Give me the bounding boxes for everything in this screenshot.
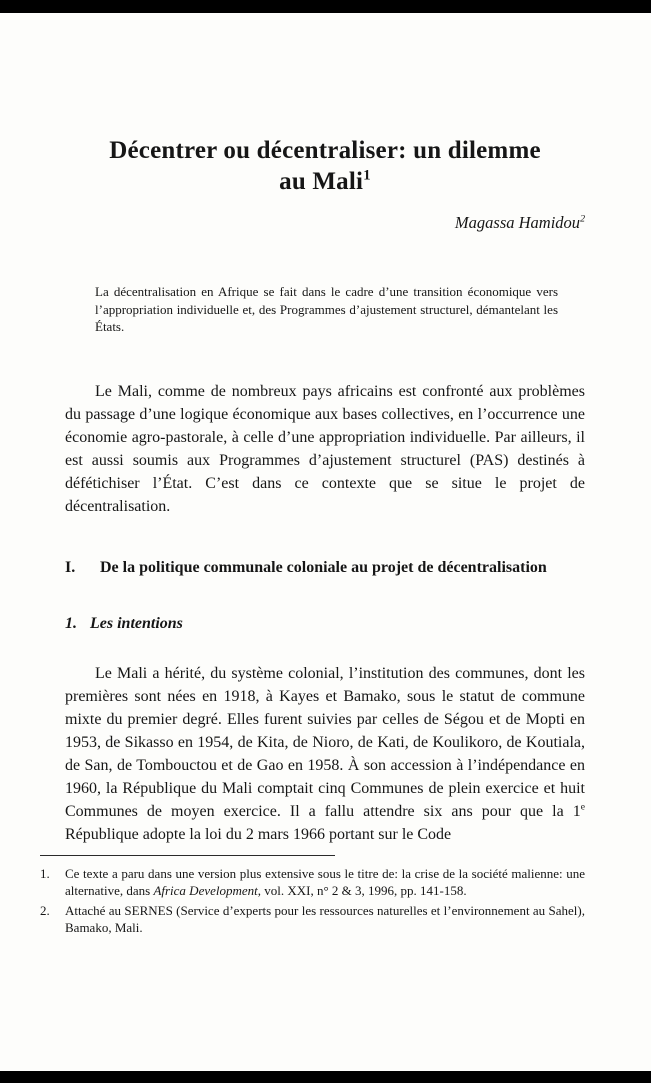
subsection-heading <box>65 612 585 635</box>
subsection-number: 1. <box>65 614 77 632</box>
scan-artifact-top-bar <box>0 0 651 13</box>
paragraph-2 <box>65 662 585 846</box>
paragraph-2-text-continued: République adopte la loi du 2 mars 1966 portant sur le Code <box>65 825 452 843</box>
author-name: Magassa Hamidou <box>454 213 581 232</box>
footnote-1-text-after: , vol. XXI, n° 2 & 3, 1996, pp. 141-158. <box>257 883 467 898</box>
footnote-2 <box>40 902 585 937</box>
ordinal-superscript: e <box>580 801 585 813</box>
footnote-1-journal-title: Africa Development <box>153 883 258 898</box>
title-line1: Décentrer ou décentraliser: un dilemme <box>109 137 541 164</box>
paragraph-1: Le Mali, comme de nombreux pays africains est confronté aux problèmes du passage d’une logique économique aux bases collectives, en l’occurrence une économie agro-pastorale, à celle d’une appropriation individuelle. Par ailleurs, il est aussi soumis aux Programmes d’ajustement structurel (PAS) destinés à défétichiser l’État. C’est dans ce contexte que se situe le projet de décentralisation. <box>65 382 585 515</box>
footnote-separator-rule <box>40 855 335 856</box>
title-footnote-ref: 1 <box>363 167 371 184</box>
footnotes-section <box>40 855 585 937</box>
footnote-2-number: 2. <box>40 902 50 918</box>
section-heading <box>65 556 585 579</box>
scan-artifact-bottom-bar <box>0 1071 651 1083</box>
footnote-2-text: Attaché au SERNES (Service d’experts pour les ressources naturelles et l’environnement au Sahel), Bamako, Mali. <box>65 902 585 935</box>
footnote-1 <box>40 865 585 900</box>
footnote-1-text-before: Ce texte a paru dans une version plus extensive sous le titre de: la crise de la société malienne: une alternative, dans <box>65 865 585 898</box>
section-title-text: De la politique communale coloniale au projet de décentralisation <box>100 558 547 576</box>
author-byline <box>65 213 585 233</box>
paragraph-2-text: Le Mali a hérité, du système colonial, l’institution des communes, dont les premières sont nées en 1918, à Kayes et Bamako, sous le statut de commune mixte du premier degré. Elles furent suivies par celles de Ségou et de Mopti en 1953, de Sikasso en 1954, de Kita, de Nioro, de Kati, de Koulikoro, de Koutiala, de San, de Tombouctou et de Gao en 1958. À son accession à l’indépendance en 1960, la République du Mali comptait cinq Communes de plein exercice et huit Communes de moyen exercice. Il a fallu attendre six ans pour que la 1 <box>65 664 585 820</box>
abstract: La décentralisation en Afrique se fait dans le cadre d’une transition économique vers l’appropriation individuelle et, des Programmes d’ajustement structurel, démantelant les États. <box>95 284 558 334</box>
subsection-title-text: Les intentions <box>90 614 183 632</box>
title-line2: au Mali <box>279 168 364 195</box>
footnote-1-number: 1. <box>40 865 50 881</box>
footnote-1-text <box>65 866 585 899</box>
document-page <box>0 13 651 939</box>
section-number: I. <box>65 558 76 576</box>
author-footnote-ref: 2 <box>580 213 585 225</box>
article-title <box>65 135 585 197</box>
